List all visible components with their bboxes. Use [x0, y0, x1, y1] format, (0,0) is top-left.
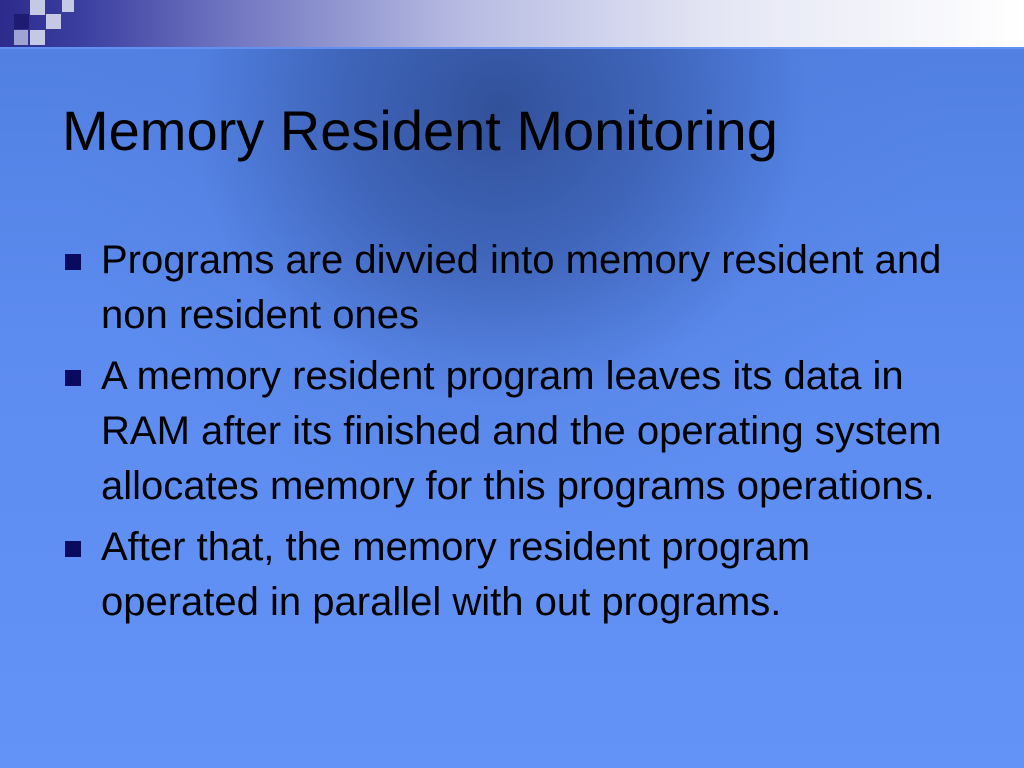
bullet-item	[62, 233, 942, 343]
bullet-item	[62, 349, 942, 514]
decor-square	[46, 14, 61, 29]
square-bullet-icon	[65, 541, 81, 557]
decor-square	[14, 14, 29, 29]
decor-square	[30, 30, 45, 45]
square-bullet-icon	[65, 370, 81, 386]
bullet-item	[62, 520, 942, 630]
bullet-text: After that, the memory resident program operated in parallel with out programs.	[101, 525, 811, 624]
decor-square	[62, 0, 74, 12]
bullet-text: Programs are divvied into memory resident and non resident ones	[101, 238, 942, 337]
decor-square	[14, 30, 28, 45]
header-gradient-bar	[0, 0, 1024, 47]
header-divider	[0, 47, 1024, 49]
square-bullet-icon	[65, 254, 81, 270]
bullet-list	[62, 233, 942, 636]
bullet-text: A memory resident program leaves its data in RAM after its finished and the operating system allocates memory for this programs operations.	[101, 354, 942, 508]
decor-square	[30, 0, 45, 15]
slide-title: Memory Resident Monitoring	[62, 99, 778, 162]
